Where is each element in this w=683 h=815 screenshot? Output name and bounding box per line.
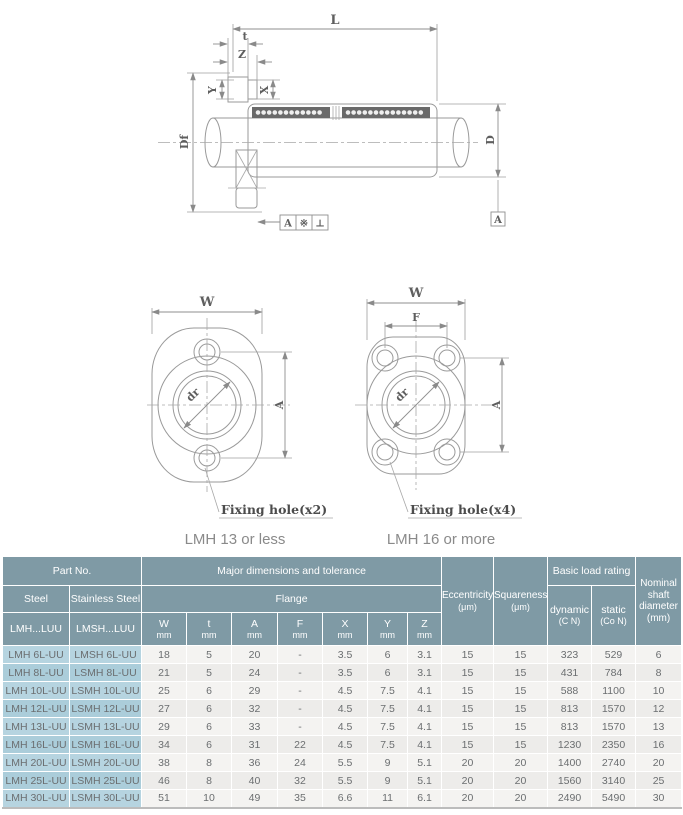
value-cell: 6 — [187, 718, 232, 736]
value-cell: - — [278, 664, 323, 682]
dim-t-unit: mm — [201, 629, 217, 640]
header-eccentricity-unit: (μm) — [458, 601, 477, 612]
part-cell: LMH 12L-UU — [3, 700, 70, 718]
header-squareness — [494, 557, 548, 646]
value-cell: 3.1 — [408, 646, 442, 664]
value-cell: 1570 — [592, 700, 636, 718]
part-cell: LSMH 10L-UU — [70, 682, 142, 700]
flange-view-2hole — [147, 295, 333, 548]
value-cell: 4.5 — [323, 736, 368, 754]
header-steel: Steel — [3, 586, 70, 613]
header-eccentricity — [442, 557, 494, 646]
value-cell: 34 — [142, 736, 187, 754]
value-cell: 5.1 — [408, 772, 442, 790]
part-cell: LMH 6L-UU — [3, 646, 70, 664]
value-cell: 6 — [187, 736, 232, 754]
part-cell: LSMH 8L-UU — [70, 664, 142, 682]
value-cell: 10 — [187, 790, 232, 808]
value-cell: 5.1 — [408, 754, 442, 772]
dim-label-W-right: W — [408, 286, 424, 301]
value-cell: 6.6 — [323, 790, 368, 808]
header-nominal-diameter: Nominal shaft diameter (mm) — [636, 557, 682, 646]
value-cell: 32 — [278, 772, 323, 790]
part-cell: LMH 30L-UU — [3, 790, 70, 808]
part-cell: LSMH 13L-UU — [70, 718, 142, 736]
dim-A: A — [251, 617, 259, 630]
value-cell: 46 — [142, 772, 187, 790]
dim-label-F: F — [412, 311, 420, 324]
header-dim-W — [142, 613, 187, 646]
dim-label-L: L — [330, 13, 340, 28]
value-cell: 7.5 — [368, 700, 408, 718]
table-row — [3, 772, 682, 790]
value-cell: 49 — [232, 790, 278, 808]
header-eccentricity-label: Eccentricity — [442, 590, 494, 602]
value-cell: 32 — [232, 700, 278, 718]
value-cell: 11 — [368, 790, 408, 808]
datum-a-label: A — [494, 215, 502, 226]
header-dynamic-unit: (C N) — [558, 616, 581, 627]
value-cell: 15 — [442, 736, 494, 754]
header-stainless-steel: Stainless Steel — [70, 586, 142, 613]
value-cell: 813 — [548, 718, 592, 736]
value-cell: 2350 — [592, 736, 636, 754]
dim-F-unit: mm — [292, 629, 308, 640]
value-cell: 3.1 — [408, 664, 442, 682]
value-cell: 25 — [142, 682, 187, 700]
dim-label-Df: Df — [178, 134, 191, 150]
value-cell: 3.5 — [323, 646, 368, 664]
value-cell: 15 — [442, 664, 494, 682]
dim-label-t: t — [242, 30, 248, 43]
value-cell: 40 — [232, 772, 278, 790]
value-cell: 784 — [592, 664, 636, 682]
dim-label-dr-right: dr — [392, 385, 412, 405]
value-cell: 20 — [442, 790, 494, 808]
value-cell: 6 — [187, 682, 232, 700]
value-cell: 1230 — [548, 736, 592, 754]
value-cell: 5.5 — [323, 772, 368, 790]
dim-Y: Y — [384, 617, 392, 630]
fcf-cell-3: ⊥ — [315, 218, 325, 230]
value-cell: 33 — [232, 718, 278, 736]
dim-label-X: X — [258, 85, 271, 95]
table-row — [3, 718, 682, 736]
value-cell: 529 — [592, 646, 636, 664]
value-cell: 15 — [442, 646, 494, 664]
value-cell: 38 — [142, 754, 187, 772]
value-cell: 6 — [368, 646, 408, 664]
value-cell: - — [278, 718, 323, 736]
value-cell: 15 — [494, 664, 548, 682]
value-cell: 51 — [142, 790, 187, 808]
value-cell: 6 — [187, 700, 232, 718]
header-dynamic-label: dynamic — [549, 604, 590, 617]
value-cell: 8 — [187, 754, 232, 772]
header-dim-A — [232, 613, 278, 646]
dim-W-unit: mm — [156, 629, 172, 640]
value-cell: 5 — [187, 646, 232, 664]
value-cell: 27 — [142, 700, 187, 718]
dim-Z: Z — [421, 617, 428, 630]
value-cell: 5490 — [592, 790, 636, 808]
dim-Y-unit: mm — [380, 629, 396, 640]
value-cell: 35 — [278, 790, 323, 808]
header-stainless-code: LMSH...LUU — [70, 613, 142, 646]
part-cell: LSMH 16L-UU — [70, 736, 142, 754]
table-row — [3, 754, 682, 772]
dim-label-W-left: W — [199, 295, 215, 310]
value-cell: 15 — [442, 700, 494, 718]
value-cell: - — [278, 646, 323, 664]
caption-lmh13: LMH 13 or less — [184, 531, 286, 548]
side-view — [158, 13, 506, 230]
header-flange: Flange — [142, 586, 442, 613]
value-cell: 813 — [548, 700, 592, 718]
value-cell: 588 — [548, 682, 592, 700]
caption-lmh16: LMH 16 or more — [386, 531, 496, 548]
dim-X-unit: mm — [337, 629, 353, 640]
header-dim-Y — [368, 613, 408, 646]
value-cell: 8 — [187, 772, 232, 790]
part-cell: LSMH 25L-UU — [70, 772, 142, 790]
value-cell: 3.5 — [323, 664, 368, 682]
part-cell: LMH 16L-UU — [3, 736, 70, 754]
value-cell: 15 — [494, 700, 548, 718]
header-dim-X — [323, 613, 368, 646]
dim-W: W — [159, 617, 169, 630]
value-cell: 9 — [368, 772, 408, 790]
value-cell: 6.1 — [408, 790, 442, 808]
part-cell: LSMH 12L-UU — [70, 700, 142, 718]
value-cell: 15 — [442, 682, 494, 700]
value-cell: 6 — [636, 646, 682, 664]
value-cell: 15 — [442, 718, 494, 736]
value-cell: 20 — [494, 772, 548, 790]
value-cell: 30 — [636, 790, 682, 808]
dim-t: t — [207, 617, 211, 630]
value-cell: 3140 — [592, 772, 636, 790]
dim-label-dr-left: dr — [183, 385, 203, 405]
table-row — [3, 790, 682, 808]
value-cell: 323 — [548, 646, 592, 664]
part-cell: LMSH 6L-UU — [70, 646, 142, 664]
value-cell: 20 — [494, 754, 548, 772]
value-cell: 20 — [442, 754, 494, 772]
header-steel-code: LMH...LUU — [3, 613, 70, 646]
value-cell: 20 — [494, 790, 548, 808]
value-cell: 20 — [442, 772, 494, 790]
value-cell: 15 — [494, 718, 548, 736]
value-cell: 36 — [232, 754, 278, 772]
value-cell: 9 — [368, 754, 408, 772]
value-cell: 20 — [232, 646, 278, 664]
value-cell: 1400 — [548, 754, 592, 772]
header-dim-t — [187, 613, 232, 646]
table-row — [3, 682, 682, 700]
part-cell: LMH 8L-UU — [3, 664, 70, 682]
dim-A-unit: mm — [247, 629, 263, 640]
value-cell: 21 — [142, 664, 187, 682]
header-static-label: static — [601, 604, 626, 617]
spec-table — [2, 556, 682, 809]
header-major-dimensions: Major dimensions and tolerance — [142, 557, 442, 586]
value-cell: 7.5 — [368, 736, 408, 754]
value-cell: 12 — [636, 700, 682, 718]
table-row — [3, 664, 682, 682]
header-static — [592, 586, 636, 646]
header-basic-load: Basic load rating — [548, 557, 636, 586]
fcf-cell-2: ※ — [299, 218, 309, 230]
table-row — [3, 700, 682, 718]
value-cell: 5 — [187, 664, 232, 682]
dim-label-D: D — [484, 135, 497, 145]
part-cell: LMH 25L-UU — [3, 772, 70, 790]
value-cell: 1570 — [592, 718, 636, 736]
dim-label-Z: Z — [237, 48, 247, 61]
value-cell: 31 — [232, 736, 278, 754]
value-cell: 15 — [494, 682, 548, 700]
part-cell: LSMH 30L-UU — [70, 790, 142, 808]
dim-label-A-left: A — [273, 400, 286, 410]
fcf-cell-1: A — [284, 218, 292, 230]
value-cell: 22 — [278, 736, 323, 754]
dim-X: X — [341, 617, 349, 630]
value-cell: - — [278, 682, 323, 700]
part-cell: LMH 13L-UU — [3, 718, 70, 736]
flange-view-4hole — [355, 286, 522, 548]
value-cell: 24 — [232, 664, 278, 682]
header-part-no: Part No. — [3, 557, 142, 586]
part-cell: LMH 20L-UU — [3, 754, 70, 772]
value-cell: 4.5 — [323, 682, 368, 700]
dim-Z-unit: mm — [417, 629, 433, 640]
value-cell: 15 — [494, 646, 548, 664]
value-cell: 7.5 — [368, 682, 408, 700]
value-cell: 25 — [636, 772, 682, 790]
value-cell: 4.1 — [408, 718, 442, 736]
header-static-unit: (Co N) — [600, 616, 627, 627]
table-header — [3, 557, 682, 646]
header-dim-F — [278, 613, 323, 646]
value-cell: 5.5 — [323, 754, 368, 772]
value-cell: 16 — [636, 736, 682, 754]
part-cell: LSMH 20L-UU — [70, 754, 142, 772]
value-cell: 8 — [636, 664, 682, 682]
value-cell: 4.5 — [323, 718, 368, 736]
header-dynamic — [548, 586, 592, 646]
dim-F: F — [296, 617, 304, 630]
value-cell: 4.1 — [408, 736, 442, 754]
value-cell: 431 — [548, 664, 592, 682]
table-row — [3, 646, 682, 664]
fixing-hole-x2-label: Fixing hole(x2) — [221, 502, 328, 517]
header-squareness-unit: (μm) — [511, 601, 530, 612]
value-cell: 10 — [636, 682, 682, 700]
value-cell: 18 — [142, 646, 187, 664]
value-cell: 15 — [494, 736, 548, 754]
fixing-hole-x4-label: Fixing hole(x4) — [410, 502, 517, 517]
value-cell: 4.1 — [408, 700, 442, 718]
value-cell: 2740 — [592, 754, 636, 772]
value-cell: 2490 — [548, 790, 592, 808]
dim-label-A-right: A — [490, 400, 503, 410]
value-cell: 29 — [232, 682, 278, 700]
part-cell: LMH 10L-UU — [3, 682, 70, 700]
table-row — [3, 736, 682, 754]
value-cell: 6 — [368, 664, 408, 682]
value-cell: - — [278, 700, 323, 718]
header-squareness-label: Squareness — [494, 590, 548, 602]
table-body — [3, 646, 682, 808]
value-cell: 13 — [636, 718, 682, 736]
value-cell: 1100 — [592, 682, 636, 700]
dim-label-Y: Y — [206, 86, 219, 94]
value-cell: 7.5 — [368, 718, 408, 736]
header-dim-Z — [408, 613, 442, 646]
value-cell: 1560 — [548, 772, 592, 790]
value-cell: 24 — [278, 754, 323, 772]
value-cell: 4.5 — [323, 700, 368, 718]
value-cell: 20 — [636, 754, 682, 772]
value-cell: 4.1 — [408, 682, 442, 700]
value-cell: 29 — [142, 718, 187, 736]
